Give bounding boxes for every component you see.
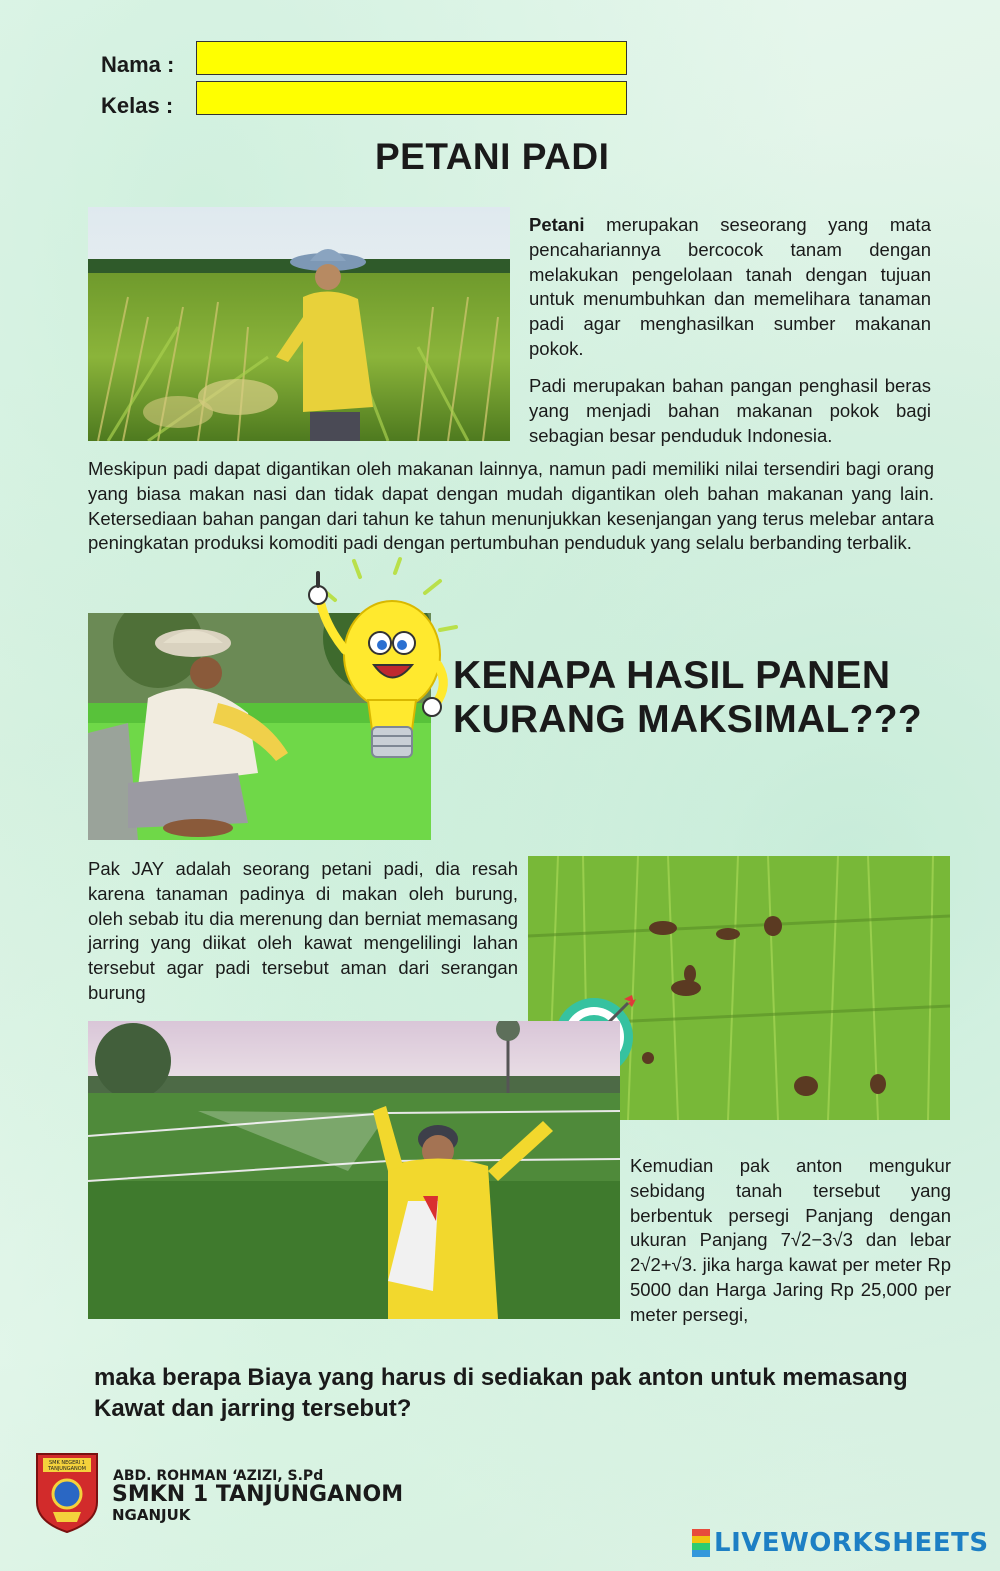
intro-bold-term: Petani — [529, 214, 585, 235]
footer-school: SMKN 1 TANJUNGANOM — [112, 1482, 404, 1507]
story-paragraph-2: Kemudian pak anton mengukur sebidang tanah tersebut yang berbentuk persegi Panjang dengan ukuran Panjang 7√2−3√3 dan lebar 2√2+√3. jika harga kawat per meter Rp 5000 dan Harga Jaring Rp 25,000 per meter persegi, — [630, 1155, 951, 1325]
class-label: Kelas : — [101, 93, 174, 118]
intro-p1-text: merupakan seseorang yang mata pencahariannya bercocok tanam dengan melakukan pengelolaan tanah dengan tujuan untuk menumbuhkan dan memelihara tanaman padi agar menghasilkan sumber makanan pokok. — [529, 214, 931, 359]
liveworksheets-logo — [692, 1528, 989, 1558]
liveworksheets-brand[interactable]: LIVEWORKSHEETS — [714, 1528, 989, 1558]
headline-line-2: KURANG MAKSIMAL??? — [453, 698, 923, 741]
footer-author: ABD. ROHMAN ‘AZIZI, S.Pd — [113, 1468, 324, 1484]
school-logo — [33, 1450, 101, 1534]
intro-paragraph-2: Padi merupakan bahan pangan penghasil beras yang menjadi bahan makanan pokok bagi sebagian besar penduduk Indonesia. — [529, 375, 931, 446]
intro-paragraph-3: Meskipun padi dapat digantikan oleh makanan lainnya, namun padi memiliki nilai tersendiri bagi orang yang biasa makan nasi dan tidak dapat dengan mudah digantikan oleh bahan makanan yang lain. Ketersediaan bahan pangan dari tahun ke tahun menunjukkan kesenjangan yang terus melebar antara peningkatan produksi komoditi padi dengan pertumbuhan penduduk yang selalu berbanding terbalik. — [88, 458, 934, 554]
farmer-harvest-photo — [88, 207, 510, 441]
intro-paragraph-1 — [529, 213, 931, 362]
lightbulb-mascot-icon — [300, 555, 460, 765]
headline-line-1: KENAPA HASIL PANEN — [453, 654, 891, 697]
logo-text-mid: TANJUNGANOM — [48, 1466, 86, 1472]
name-label: Nama : — [101, 52, 175, 77]
story-paragraph-1: Pak JAY adalah seorang petani padi, dia resah karena tanaman padinya di makan oleh burung, oleh sebab itu dia merenung dan berniat memasang jarring yang diikat oleh kawat mengelilingi lahan tersebut agar padi tersebut aman dari serangan burung — [88, 858, 518, 1003]
class-input[interactable] — [196, 81, 627, 115]
name-input[interactable] — [196, 41, 627, 75]
installing-net-photo — [88, 1021, 620, 1319]
footer-city: NGANJUK — [112, 1506, 191, 1524]
logo-text-top: SMK NEGERI 1 — [48, 1460, 86, 1466]
headline — [453, 654, 922, 742]
live-badge-icon — [692, 1529, 710, 1557]
question-text: maka berapa Biaya yang harus di sediakan pak anton untuk memasang Kawat dan jarring tersebut? — [94, 1364, 908, 1422]
page-title: PETANI PADI — [375, 136, 610, 177]
